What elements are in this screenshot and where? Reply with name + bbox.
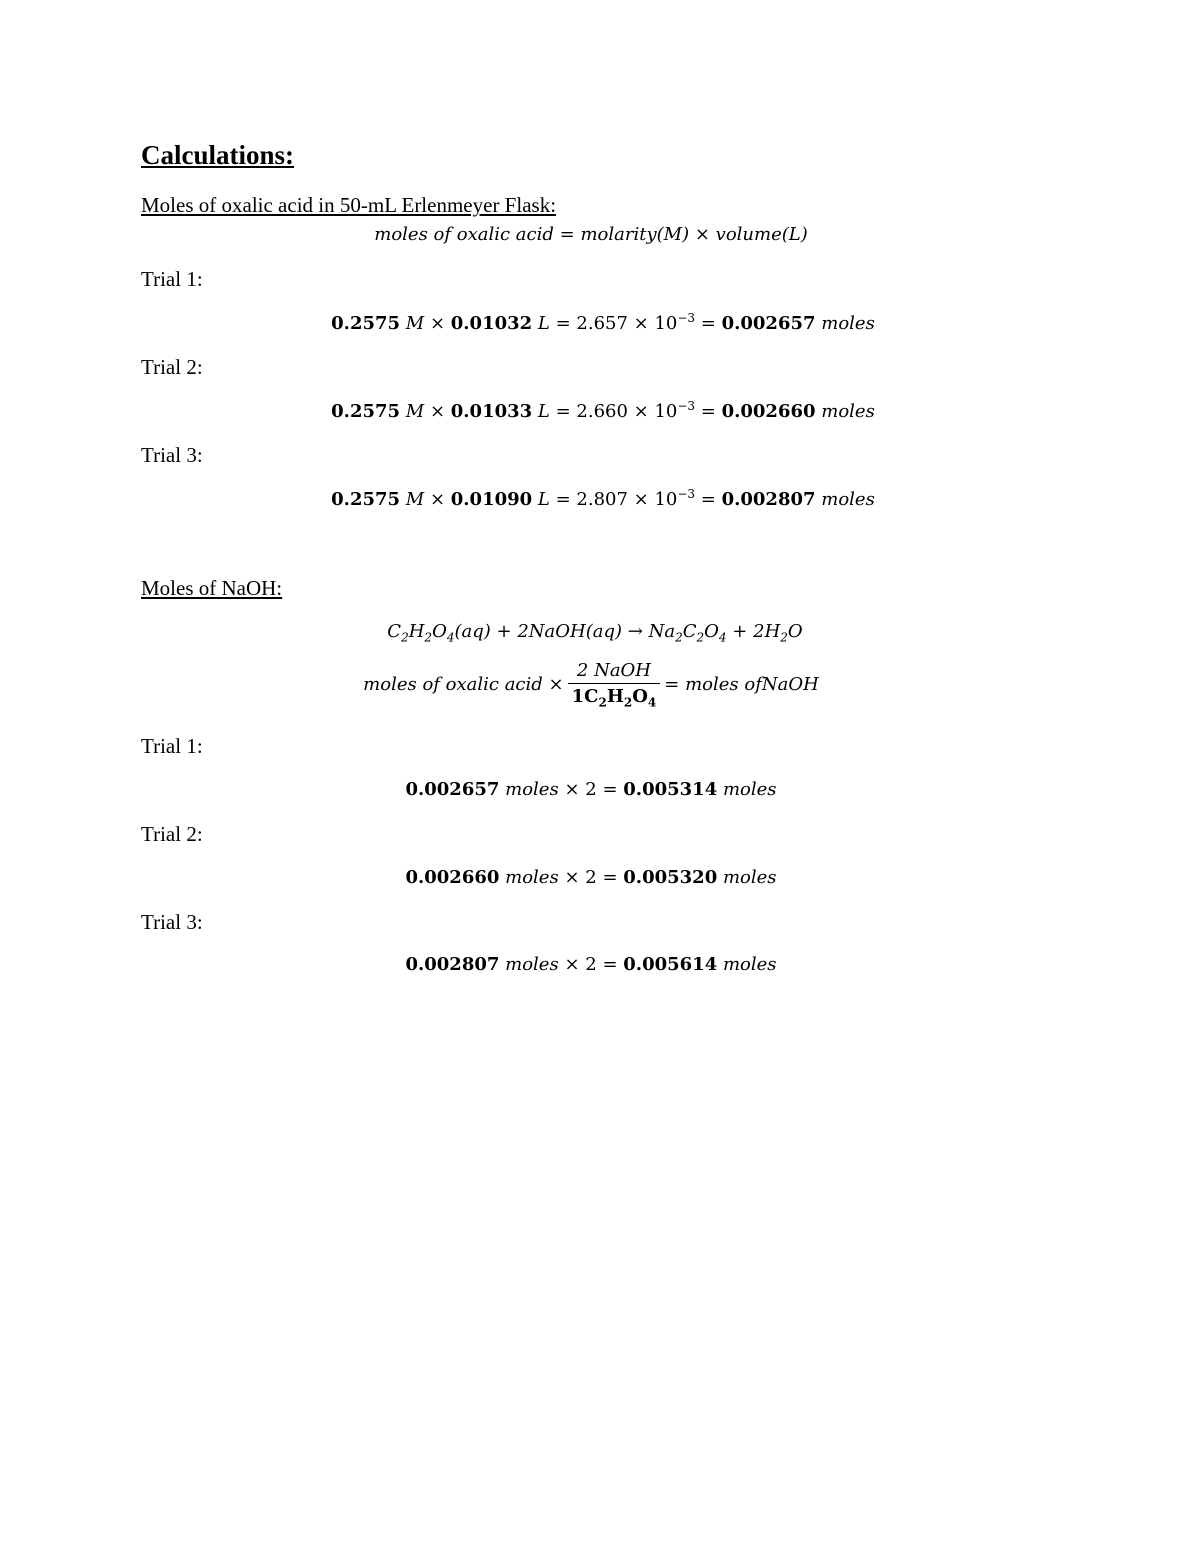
oxalic-trial-2-equation: 0.2575 M × 0.01033 $L = 2.660 \times 10^{-3} = 0.002660$ moles [331,399,875,422]
section-title-oxalic: Moles of oxalic acid in 50-mL Erlenmeyer Flask: [141,193,557,217]
oxalic-trial-2-label: Trial 2: [141,355,203,379]
formula-moles-oxalic: moles of oxalic acid = molarity(M) × volume(L) [374,224,808,245]
naoh-trial-2-equation: 0.002660 moles × 2 = 0.005320 moles [405,867,777,888]
section-title-naoh: Moles of NaOH: [141,576,283,600]
naoh-trial-1-equation: 0.002657 moles × 2 = 0.005314 moles [405,779,777,800]
naoh-trial-3-label: Trial 3: [141,910,203,934]
oxalic-trial-1-equation: 0.2575 M × 0.01032 $L = 2.657 \times 10^{-3} = 0.002657$ moles [331,311,875,334]
reaction-equation: $C_2H_2O_4(aq)$ + 2NaOH(aq) → $Na_2C_2O_4 + 2H_2O$ [387,621,803,645]
naoh-trial-2-label: Trial 2: [141,822,203,846]
oxalic-trial-3-label: Trial 3: [141,443,203,467]
mole-ratio-equation: moles of oxalic acid × $\frac{\text{2 NaOH}}{1C_2H_2O_4}$ = moles ofNaOH [363,660,819,710]
naoh-trial-1-label: Trial 1: [141,734,203,758]
page-heading: Calculations: [141,140,295,170]
naoh-trial-3-equation: 0.002807 moles × 2 = 0.005614 moles [405,954,777,975]
oxalic-trial-1-label: Trial 1: [141,267,203,291]
mole-ratio-fraction: $\frac{\text{2 NaOH}}{1C_2H_2O_4}$ [568,660,661,710]
oxalic-trial-3-equation: 0.2575 M × 0.01090 $L = 2.807 \times 10^{-3} = 0.002807$ moles [331,487,875,510]
